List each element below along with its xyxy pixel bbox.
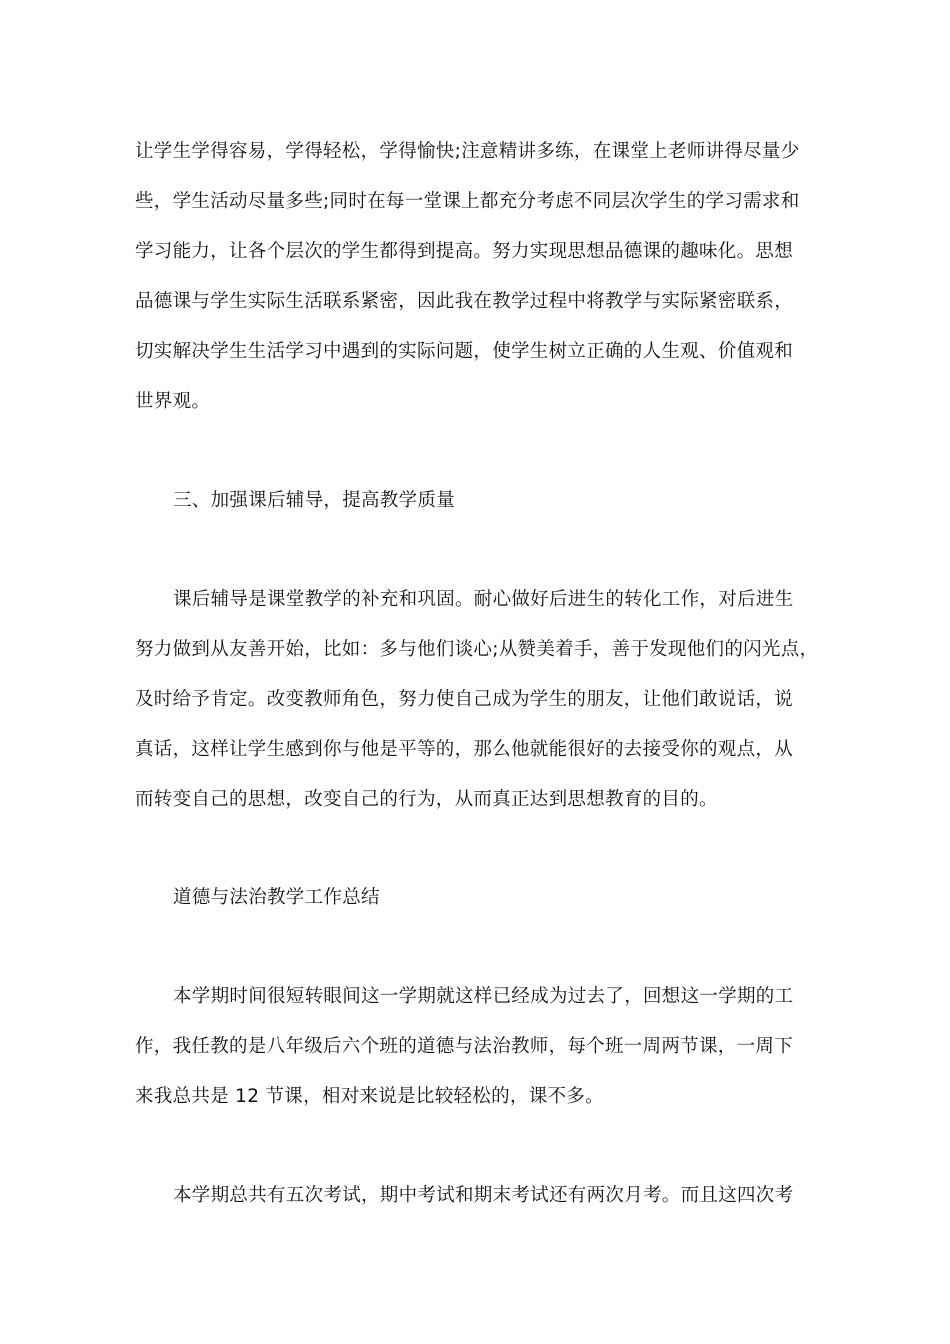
text-line: 本学期总共有五次考试，期中考试和期末考试还有两次月考。而且这四次考 — [173, 1185, 794, 1206]
section-heading: 三、加强课后辅导，提高教学质量 — [173, 490, 456, 511]
text-line: 作，我任教的是八年级后六个班的道德与法治教师，每个班一周两节课，一周下 — [135, 1036, 794, 1057]
text-line: 让学生学得容易，学得轻松，学得愉快;注意精讲多练，在课堂上老师讲得尽量少 — [135, 141, 800, 162]
document-title: 道德与法治教学工作总结 — [173, 887, 380, 908]
text-line: 品德课与学生实际生活联系紧密，因此我在教学过程中将教学与实际紧密联系， — [135, 291, 794, 312]
text-line: 学习能力，让各个层次的学生都得到提高。努力实现思想品德课的趣味化。思想 — [135, 241, 794, 262]
text-line: 真话，这样让学生感到你与他是平等的，那么他就能很好的去接受你的观点，从 — [135, 739, 794, 760]
text-line: 切实解决学生生活学习中遇到的实际问题，使学生树立正确的人生观、价值观和 — [135, 341, 794, 362]
text-line: 课后辅导是课堂教学的补充和巩固。耐心做好后进生的转化工作，对后进生 — [173, 589, 794, 610]
text-line: 及时给予肯定。改变教师角色，努力使自己成为学生的朋友，让他们敢说话，说 — [135, 689, 794, 710]
text-line: 些，学生活动尽量多些;同时在每一堂课上都充分考虑不同层次学生的学习需求和 — [135, 191, 800, 212]
text-line: 努力做到从友善开始，比如：多与他们谈心;从赞美着手，善于发现他们的闪光点， — [135, 639, 819, 660]
text-line: 来我总共是 12 节课，相对来说是比较轻松的，课不多。 — [135, 1086, 604, 1107]
text-line: 而转变自己的思想，改变自己的行为，从而真正达到思想教育的目的。 — [135, 789, 718, 810]
text-line: 世界观。 — [135, 391, 211, 412]
text-line: 本学期时间很短转眼间这一学期就这样已经成为过去了，回想这一学期的工 — [173, 986, 794, 1007]
